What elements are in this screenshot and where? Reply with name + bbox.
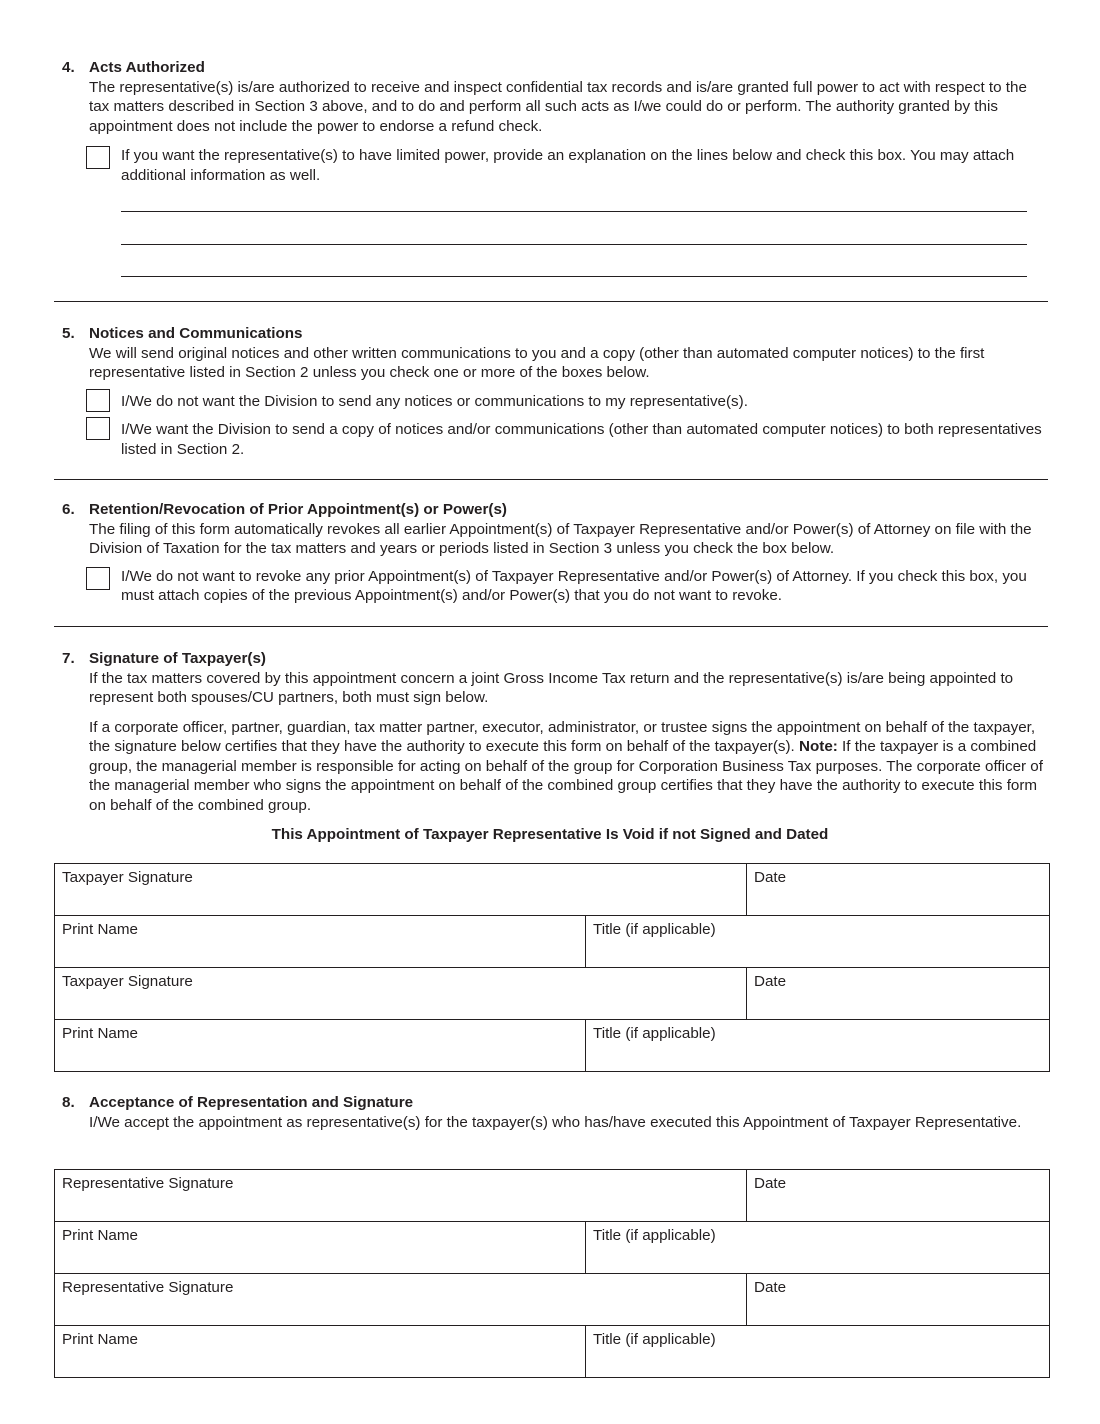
section-divider — [54, 479, 1048, 480]
limited-power-option — [89, 146, 1047, 185]
explanation-line-3[interactable] — [121, 276, 1027, 277]
taxpayer-signature-field[interactable] — [55, 968, 747, 1020]
retain-prior-checkbox[interactable] — [86, 567, 110, 590]
field-label: Title (if applicable) — [593, 921, 716, 938]
section-number: 5. — [62, 325, 75, 342]
title-field[interactable] — [586, 1222, 1050, 1274]
title-field[interactable] — [586, 916, 1050, 968]
note-text: If the taxpayer is a combined group, the managerial member is responsible for acting on behalf of the group for Corporation Business Tax purposes. The corporate officer of the managerial member who signs the appointment on behalf of the combined group certifies that they have the authority to execute this form on behalf of the combined group. — [89, 738, 1043, 814]
section-number: 7. — [62, 650, 75, 667]
field-label: Taxpayer Signature — [62, 869, 193, 886]
representative-signature-field[interactable] — [55, 1170, 747, 1222]
field-label: Title (if applicable) — [593, 1227, 716, 1244]
field-label: Date — [754, 973, 787, 990]
note-label: Note: — [799, 738, 838, 755]
section-heading: Notices and Communications — [89, 325, 303, 342]
field-label: Representative Signature — [62, 1175, 234, 1192]
field-label: Title (if applicable) — [593, 1025, 716, 1042]
field-label: Representative Signature — [62, 1279, 234, 1296]
section-heading: Acts Authorized — [89, 59, 205, 76]
date-field[interactable] — [747, 864, 1050, 916]
section-paragraph — [89, 718, 1047, 816]
field-label: Date — [754, 1279, 787, 1296]
print-name-field[interactable] — [55, 1326, 586, 1378]
field-label: Taxpayer Signature — [62, 973, 193, 990]
section-paragraph: We will send original notices and other written communications to you and a copy (other than automated computer notices) to the first representative listed in Section 2 unless you check one or more of the boxes below. — [89, 344, 985, 381]
section-paragraph: I/We accept the appointment as representative(s) for the taxpayer(s) who has/have executed this Appointment of Taxpayer Representative. — [89, 1113, 1022, 1131]
checkbox-label: I/We do not want the Division to send any notices or communications to my representative(s). — [121, 392, 748, 410]
both-representatives-option — [89, 420, 1047, 459]
section-number: 6. — [62, 501, 75, 518]
void-notice: This Appointment of Taxpayer Representative Is Void if not Signed and Dated — [271, 826, 829, 843]
representative-signature-field[interactable] — [55, 1274, 747, 1326]
print-name-field[interactable] — [55, 1222, 586, 1274]
field-label: Print Name — [62, 921, 138, 938]
checkbox-label: If you want the representative(s) to have limited power, provide an explanation on the lines below and check this box. You may attach additional information as well. — [121, 147, 1015, 184]
field-label: Print Name — [62, 1227, 138, 1244]
title-field[interactable] — [586, 1326, 1050, 1378]
taxpayer-signature-field[interactable] — [55, 864, 747, 916]
both-representatives-checkbox[interactable] — [86, 417, 110, 440]
section-heading: Retention/Revocation of Prior Appointment(s) or Power(s) — [89, 501, 507, 518]
section-heading: Acceptance of Representation and Signature — [89, 1094, 414, 1111]
limited-power-checkbox[interactable] — [86, 146, 110, 169]
section-heading: Signature of Taxpayer(s) — [89, 650, 266, 667]
field-label: Date — [754, 1175, 787, 1192]
explanation-line-2[interactable] — [121, 244, 1027, 245]
title-field[interactable] — [586, 1020, 1050, 1072]
section-divider — [54, 301, 1048, 302]
date-field[interactable] — [747, 968, 1050, 1020]
section-paragraph: If the tax matters covered by this appointment concern a joint Gross Income Tax return and the representative(s) is/are being appointed to represent both spouses/CU partners, both must sign below. — [89, 669, 1014, 706]
section-paragraph: The filing of this form automatically revokes all earlier Appointment(s) of Taxpayer Representative and/or Power(s) of Attorney on file with the Division of Taxation for the tax matters and years or periods listed in Section 3 unless you check the box below. — [89, 520, 1032, 557]
checkbox-label: I/We do not want to revoke any prior Appointment(s) of Taxpayer Representative and/or Power(s) of Attorney. If you check this box, you must attach copies of the previous Appointment(s) and/or Power(s) that you do not want to revoke. — [121, 567, 1027, 604]
no-notices-checkbox[interactable] — [86, 389, 110, 412]
section-divider — [54, 626, 1048, 627]
date-field[interactable] — [747, 1170, 1050, 1222]
section-number: 8. — [62, 1094, 75, 1111]
authority-text: If a corporate officer, partner, guardian, tax matter partner, executor, administrator, or trustee signs the appointment on behalf of the taxpayer, the signature below certifies that they have the authority to execute this form on behalf of the taxpayer(s). — [89, 718, 1036, 755]
field-label: Print Name — [62, 1025, 138, 1042]
print-name-field[interactable] — [55, 1020, 586, 1072]
checkbox-label: I/We want the Division to send a copy of notices and/or communications (other than automated computer notices) to both representatives listed in Section 2. — [121, 421, 1042, 458]
print-name-field[interactable] — [55, 916, 586, 968]
field-label: Print Name — [62, 1331, 138, 1348]
field-label: Title (if applicable) — [593, 1331, 716, 1348]
representative-signature-table — [54, 1169, 1050, 1378]
section-number: 4. — [62, 59, 75, 76]
explanation-line-1[interactable] — [121, 211, 1027, 212]
section-paragraph: The representative(s) is/are authorized to receive and inspect confidential tax records and is/are granted full power to act with respect to the tax matters described in Section 3 above, and to do and perform all such acts as I/we could do or perform. The authority granted by this appointment does not include the power to endorse a refund check. — [89, 78, 1027, 135]
retain-prior-option — [89, 567, 1047, 606]
no-notices-option — [89, 392, 1047, 412]
field-label: Date — [754, 869, 787, 886]
date-field[interactable] — [747, 1274, 1050, 1326]
taxpayer-signature-table — [54, 863, 1050, 1072]
